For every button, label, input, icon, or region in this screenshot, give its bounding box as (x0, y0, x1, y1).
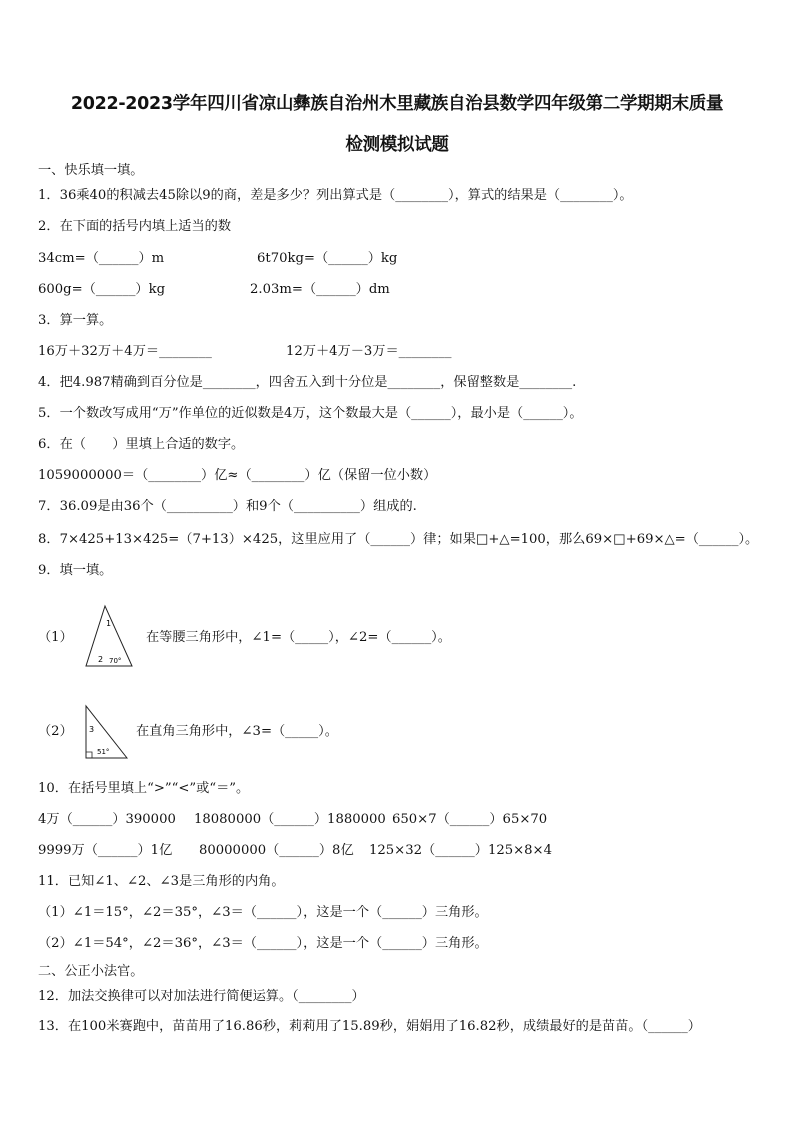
question-3: 3．算一算。 (38, 313, 113, 328)
section-2-heading: 二、公正小法官。 (38, 964, 144, 979)
angle-3-label: 3 (89, 725, 95, 734)
question-12: 12．加法交换律可以对加法进行简便运算。（________） (38, 989, 365, 1004)
right-triangle-figure (84, 704, 130, 760)
question-13: 13．在100米赛跑中，苗苗用了16.86秒，莉莉用了15.89秒，娟娟用了16.82秒，成绩最好的是苗苗。（______） (38, 1019, 701, 1034)
angle-2-label: 2 (98, 655, 104, 664)
question-8: 8．7×425+13×425=（7+13）×425，这里应用了（______）律；如果□+△=100，那么69×□+69×△=（______）。 (38, 532, 759, 547)
question-6: 6．在（ ）里填上合适的数字。 (38, 437, 245, 452)
question-10b: 18080000（______）1880000 (194, 812, 386, 827)
question-9: 9．填一填。 (38, 563, 113, 578)
section-1-heading: 一、快乐填一填。 (38, 163, 144, 178)
title-line-1: 2022-2023学年四川省凉山彝族自治州木里藏族自治县数学四年级第二学期期末质量 (70, 94, 724, 114)
question-5: 5．一个数改写成用“万”作单位的近似数是4万，这个数最大是（______），最小是（______）。 (38, 406, 583, 421)
question-7: 7．36.09是由36个（__________）和9个（__________）组成的. (38, 499, 417, 514)
question-4: 4．把4.987精确到百分位是________，四舍五入到十分位是________，保留整数是________. (38, 375, 577, 390)
question-2b: 6t70kg=（______）kg (257, 251, 398, 266)
angle-70-label: 70° (109, 657, 122, 665)
question-10a: 4万（______）390000 (38, 812, 176, 827)
isosceles-triangle-figure (84, 604, 136, 668)
question-9-1-number: （1） (38, 630, 73, 645)
question-10c: 650×7（______）65×70 (392, 812, 548, 827)
question-10d: 9999万（______）1亿 (38, 843, 173, 858)
question-2c: 600g=（______）kg (38, 282, 166, 297)
question-11b: （2）∠1＝54°，∠2＝36°，∠3＝（______），这是一个（______）三角形。 (38, 936, 488, 951)
question-9-2-number: （2） (38, 724, 73, 739)
angle-51-label: 51° (97, 748, 110, 756)
question-9-1: 在等腰三角形中，∠1=（_____），∠2=（______）。 (146, 630, 451, 645)
question-2: 2．在下面的括号内填上适当的数 (38, 219, 232, 234)
question-1: 1．36乘40的积减去45除以9的商，差是多少？列出算式是（________），算式的结果是（________）。 (38, 188, 633, 203)
question-2d: 2.03m=（______）dm (250, 282, 390, 297)
question-11: 11．已知∠1、∠2、∠3是三角形的内角。 (38, 874, 285, 889)
question-10: 10．在括号里填上“>”“<”或“＝”。 (38, 781, 250, 796)
question-3a: 16万＋32万＋4万＝________ (38, 344, 212, 359)
question-9-2: 在直角三角形中，∠3=（_____）。 (136, 724, 338, 739)
question-6a: 1059000000＝（________）亿≈（________）亿（保留一位小数） (38, 468, 437, 483)
question-10f: 125×32（______）125×8×4 (369, 843, 552, 858)
angle-1-label: 1 (106, 619, 112, 628)
question-2a: 34cm=（______）m (38, 251, 165, 266)
question-10e: 80000000（______）8亿 (199, 843, 354, 858)
question-3b: 12万＋4万－3万＝________ (286, 344, 452, 359)
title-line-2: 检测模拟试题 (345, 135, 449, 155)
question-11a: （1）∠1＝15°，∠2＝35°，∠3＝（______），这是一个（______）三角形。 (38, 905, 488, 920)
